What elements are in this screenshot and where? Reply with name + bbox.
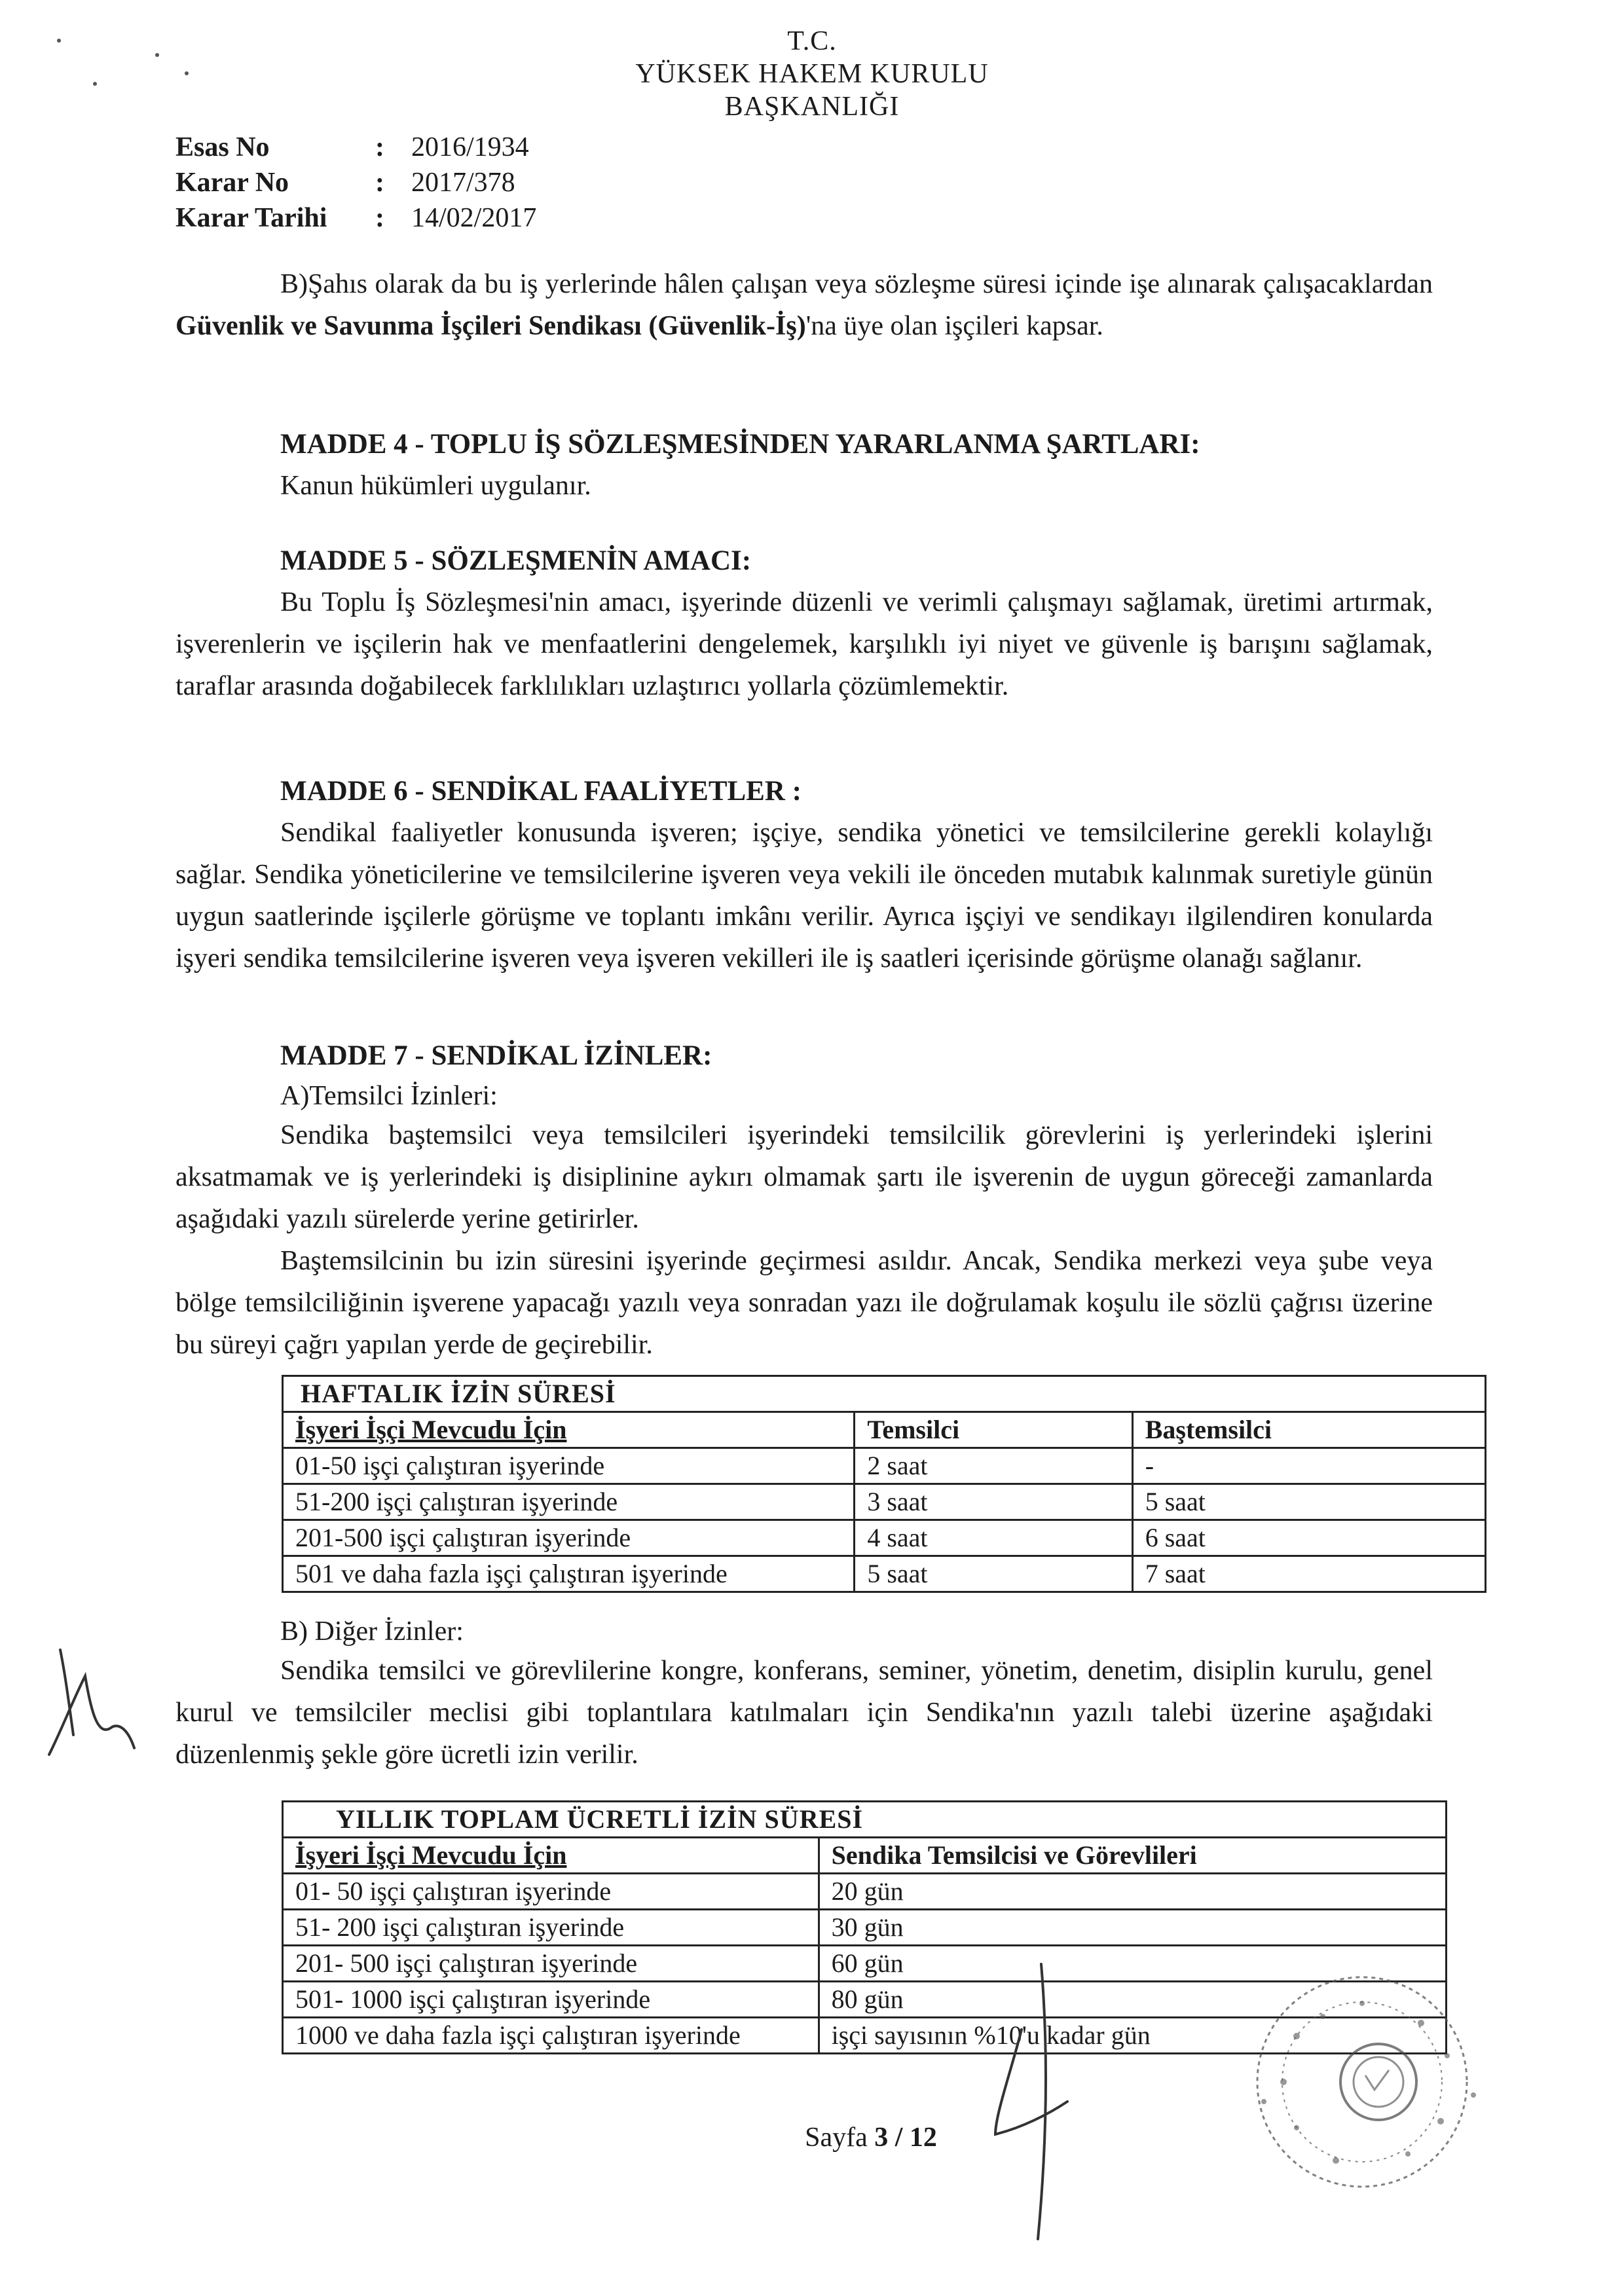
table-cell: 501 ve daha fazla işçi çalıştıran işyerinde — [283, 1556, 855, 1592]
header-institution: YÜKSEK HAKEM KURULU — [635, 59, 989, 89]
case-number-label: Esas No — [175, 132, 270, 162]
official-seal-stamp — [1225, 1964, 1500, 2200]
page-current: 3 — [874, 2123, 889, 2153]
table-cell: 201- 500 işçi çalıştıran işyerinde — [283, 1946, 819, 1982]
weekly-leave-table-title: HAFTALIK İZİN SÜRESİ — [283, 1376, 1486, 1412]
decision-date-value: 14/02/2017 — [411, 203, 537, 233]
table-cell: 5 saat — [1132, 1484, 1485, 1520]
table-cell: 30 gün — [819, 1910, 1446, 1946]
article-4-title: MADDE 4 - TOPLU İŞ SÖZLEŞMESİNDEN YARARLANMA ŞARTLARI: — [280, 429, 1200, 460]
table-cell: 60 gün — [819, 1946, 1446, 1982]
intro-text-3: 'na üye olan işçileri kapsar. — [805, 311, 1103, 341]
table-cell: - — [1132, 1448, 1485, 1484]
case-number-value: 2016/1934 — [411, 132, 529, 162]
table-cell: 20 gün — [819, 1874, 1446, 1910]
scan-speck — [155, 53, 159, 57]
union-name: Güvenlik ve Savunma İşçileri Sendikası — [175, 311, 642, 341]
page-total: 12 — [909, 2123, 937, 2153]
scan-speck — [185, 71, 189, 75]
annual-leave-table-title: YILLIK TOPLAM ÜCRETLİ İZİN SÜRESİ — [283, 1802, 1447, 1838]
table-cell: 7 saat — [1132, 1556, 1485, 1592]
page-label: Sayfa — [805, 2123, 875, 2153]
table-cell: 4 saat — [855, 1520, 1132, 1556]
article-6-title: MADDE 6 - SENDİKAL FAALİYETLER : — [280, 776, 802, 807]
article-7-text-2: Baştemsilcinin bu izin süresini işyerinde geçirmesi asıldır. Ancak, Sendika merkezi veya şube veya bölge temsilciliğinin işverene yapacağı yazılı veya sonradan yazı ile doğrulamak koşulu ile sözlü çağrısı üzerine bu süreyi çağrı yapılan yerde de geçirebilir. — [175, 1246, 1433, 1360]
article-4-text: Kanun hükümleri uygulanır. — [280, 471, 591, 501]
margin-initials-signature — [49, 1650, 134, 1755]
decision-number-value: 2017/378 — [411, 168, 515, 198]
article-7-text-3: Sendika temsilci ve görevlilerine kongre, konferans, seminer, yönetim, denetim, disiplin kurulu, genel kurul ve temsilciler meclisi gibi toplantılara katılmaları için Sendika'nın yazılı talebi üzerine aşağıdaki düzenlenmiş şekle göre ücretli izin verilir. — [175, 1656, 1433, 1770]
header-presidency: BAŞKANLIĞI — [724, 92, 900, 122]
table-cell: 01-50 işçi çalıştıran işyerinde — [283, 1448, 855, 1484]
union-short-name: (Güvenlik-İş) — [648, 311, 806, 341]
table-header: Sendika Temsilcisi ve Görevlileri — [819, 1838, 1446, 1874]
decision-date-label: Karar Tarihi — [175, 203, 327, 233]
table-header: Temsilci — [855, 1412, 1132, 1448]
table-cell: 51- 200 işçi çalıştıran işyerinde — [283, 1910, 819, 1946]
scan-speck — [57, 39, 61, 43]
table-cell: 501- 1000 işçi çalıştıran işyerinde — [283, 1982, 819, 2018]
article-7-text-1: Sendika baştemsilci veya temsilcileri işyerindeki temsilcilik görevlerini iş yerlerindeki işlerini aksatmamak ve iş yerlerindeki iş disiplinine aykırı olmamak şartı ile işverenin de uygun göreceği zamanlarda aşağıdaki yazılı sürelerde yerine getirirler. — [175, 1120, 1433, 1234]
header-tc: T.C. — [787, 26, 837, 56]
article-7-title: MADDE 7 - SENDİKAL İZİNLER: — [280, 1040, 712, 1071]
case-number-colon: : — [375, 132, 384, 162]
table-header: Baştemsilci — [1132, 1412, 1485, 1448]
article-6-text: Sendikal faaliyetler konusunda işveren; işçiye, sendika yönetici ve temsilcilerine gerekli kolaylığı sağlar. Sendika yöneticilerine ve temsilcilerine işveren veya vekili ile önceden mutabık kalınmak suretiyle günün uygun saatlerinde işçilerle görüşme ve toplantı imkânı verilir. Ayrıca işçiyi ve sendikayı ilgilendiren konularda işyeri sendika temsilcilerine işveren veya işveren vekilleri ile iş saatleri içerisinde görüşme olanağı sağlanır. — [175, 818, 1433, 974]
article-7-subtitle-a: A)Temsilci İzinleri: — [280, 1081, 498, 1111]
table-cell: 6 saat — [1132, 1520, 1485, 1556]
decision-date-colon: : — [375, 203, 384, 233]
table-cell: 2 saat — [855, 1448, 1132, 1484]
table-cell: 201-500 işçi çalıştıran işyerinde — [283, 1520, 855, 1556]
table-header: İşyeri İşçi Mevcudu İçin — [283, 1838, 819, 1874]
article-7-subtitle-b: B) Diğer İzinler: — [280, 1616, 464, 1647]
article-5-text: Bu Toplu İş Sözleşmesi'nin amacı, işyerinde düzenli ve verimli çalışmayı sağlamak, üretimi artırmak, işverenlerin ve işçilerin hak ve menfaatlerini dengelemek, karşılıklı iyi niyet ve güvenle iş barışını sağlamak, taraflar arasında doğabilecek farklılıkları uzlaştırıcı yollarla çözümlemektir. — [175, 587, 1433, 701]
page-signature — [995, 1964, 1067, 2239]
table-header: İşyeri İşçi Mevcudu İçin — [283, 1412, 855, 1448]
scan-speck — [93, 82, 97, 86]
intro-text-1: B)Şahıs olarak da bu iş yerlerinde hâlen çalışan veya sözleşme süresi içinde işe alınarak çalışacaklardan — [280, 269, 1433, 299]
table-cell: 80 gün — [819, 1982, 1446, 2018]
table-cell: 1000 ve daha fazla işçi çalıştıran işyerinde — [283, 2018, 819, 2054]
table-cell: 3 saat — [855, 1484, 1132, 1520]
article-5-title: MADDE 5 - SÖZLEŞMENİN AMACI: — [280, 545, 752, 576]
table-cell: 01- 50 işçi çalıştıran işyerinde — [283, 1874, 819, 1910]
decision-number-label: Karar No — [175, 168, 289, 198]
table-cell: işçi sayısının %10'u kadar gün — [819, 2018, 1446, 2054]
table-cell: 5 saat — [855, 1556, 1132, 1592]
page-separator: / — [888, 2123, 910, 2153]
table-cell: 51-200 işçi çalıştıran işyerinde — [283, 1484, 855, 1520]
decision-number-colon: : — [375, 168, 384, 198]
